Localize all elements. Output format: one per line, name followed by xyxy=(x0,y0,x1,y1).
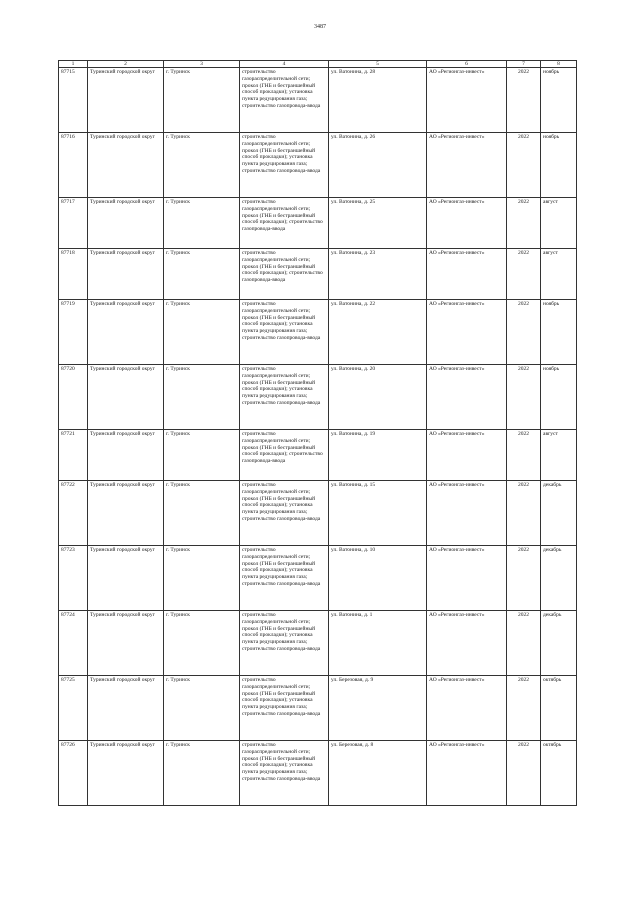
address-cell: ул. Ватонина, д. 10 xyxy=(329,546,427,611)
district-cell: Туринский городской округ xyxy=(88,676,164,741)
locality-cell: г. Туринск xyxy=(164,481,240,546)
table-row xyxy=(59,611,577,676)
locality-cell: г. Туринск xyxy=(164,676,240,741)
district-cell: Туринский городской округ xyxy=(88,198,164,249)
work-description-cell: строительство газораспределительной сети; прокол (ГНБ и бестраншейный способ прокладки); установка пункта редуцирования газа; строительство газопровода-ввода xyxy=(240,365,329,430)
row-number-cell: 87718 xyxy=(59,249,88,300)
year-cell: 2022 xyxy=(507,611,541,676)
table-row xyxy=(59,133,577,198)
table-row xyxy=(59,198,577,249)
table-body xyxy=(59,61,577,806)
address-cell: ул. Ватонина, д. 15 xyxy=(329,481,427,546)
table-row xyxy=(59,365,577,430)
organization-cell: АО «Регионгаз-инвест» xyxy=(427,481,507,546)
month-cell: август xyxy=(541,430,577,481)
year-cell: 2022 xyxy=(507,741,541,806)
district-cell: Туринский городской округ xyxy=(88,546,164,611)
district-cell: Туринский городской округ xyxy=(88,741,164,806)
year-cell: 2022 xyxy=(507,546,541,611)
address-cell: ул. Ватонина, д. 22 xyxy=(329,300,427,365)
year-cell: 2022 xyxy=(507,300,541,365)
district-cell: Туринский городской округ xyxy=(88,430,164,481)
year-cell: 2022 xyxy=(507,481,541,546)
year-cell: 2022 xyxy=(507,365,541,430)
address-cell: ул. Ватонина, д. 1 xyxy=(329,611,427,676)
column-index: 6 xyxy=(427,61,507,68)
table-row xyxy=(59,68,577,133)
work-description-cell: строительство газораспределительной сети; прокол (ГНБ и бестраншейный способ прокладки); установка пункта редуцирования газа; строительство газопровода-ввода xyxy=(240,741,329,806)
organization-cell: АО «Регионгаз-инвест» xyxy=(427,133,507,198)
year-cell: 2022 xyxy=(507,68,541,133)
month-cell: август xyxy=(541,249,577,300)
work-description-cell: строительство газораспределительной сети; прокол (ГНБ и бестраншейный способ прокладки); строительство газопровода-ввода xyxy=(240,430,329,481)
address-cell: ул. Ватонина, д. 19 xyxy=(329,430,427,481)
locality-cell: г. Туринск xyxy=(164,741,240,806)
locality-cell: г. Туринск xyxy=(164,611,240,676)
column-index: 1 xyxy=(59,61,88,68)
row-number-cell: 87725 xyxy=(59,676,88,741)
month-cell: декабрь xyxy=(541,611,577,676)
year-cell: 2022 xyxy=(507,133,541,198)
organization-cell: АО «Регионгаз-инвест» xyxy=(427,300,507,365)
row-number-cell: 87720 xyxy=(59,365,88,430)
address-cell: ул. Березовая, д. 9 xyxy=(329,676,427,741)
table-row xyxy=(59,741,577,806)
organization-cell: АО «Регионгаз-инвест» xyxy=(427,546,507,611)
work-description-cell: строительство газораспределительной сети; прокол (ГНБ и бестраншейный способ прокладки); установка пункта редуцирования газа; строительство газопровода-ввода xyxy=(240,481,329,546)
organization-cell: АО «Регионгаз-инвест» xyxy=(427,365,507,430)
month-cell: ноябрь xyxy=(541,68,577,133)
work-description-cell: строительство газораспределительной сети; прокол (ГНБ и бестраншейный способ прокладки); установка пункта редуцирования газа; строительство газопровода-ввода xyxy=(240,611,329,676)
column-index: 5 xyxy=(329,61,427,68)
row-number-cell: 87723 xyxy=(59,546,88,611)
year-cell: 2022 xyxy=(507,430,541,481)
organization-cell: АО «Регионгаз-инвест» xyxy=(427,430,507,481)
row-number-cell: 87724 xyxy=(59,611,88,676)
column-index: 3 xyxy=(164,61,240,68)
table-row xyxy=(59,249,577,300)
table-row xyxy=(59,481,577,546)
column-index: 4 xyxy=(240,61,329,68)
locality-cell: г. Туринск xyxy=(164,68,240,133)
work-description-cell: строительство газораспределительной сети; прокол (ГНБ и бестраншейный способ прокладки); установка пункта редуцирования газа; строительство газопровода-ввода xyxy=(240,300,329,365)
month-cell: ноябрь xyxy=(541,365,577,430)
row-number-cell: 87717 xyxy=(59,198,88,249)
gas-works-table xyxy=(58,60,577,806)
row-number-cell: 87726 xyxy=(59,741,88,806)
locality-cell: г. Туринск xyxy=(164,198,240,249)
district-cell: Туринский городской округ xyxy=(88,133,164,198)
work-description-cell: строительство газораспределительной сети; прокол (ГНБ и бестраншейный способ прокладки); строительство газопровода-ввода xyxy=(240,198,329,249)
address-cell: ул. Ватонина, д. 23 xyxy=(329,249,427,300)
locality-cell: г. Туринск xyxy=(164,546,240,611)
year-cell: 2022 xyxy=(507,198,541,249)
locality-cell: г. Туринск xyxy=(164,249,240,300)
month-cell: декабрь xyxy=(541,481,577,546)
work-description-cell: строительство газораспределительной сети; прокол (ГНБ и бестраншейный способ прокладки); установка пункта редуцирования газа; строительство газопровода-ввода xyxy=(240,676,329,741)
month-cell: август xyxy=(541,198,577,249)
table-row xyxy=(59,676,577,741)
address-cell: ул. Ватонина, д. 28 xyxy=(329,68,427,133)
work-description-cell: строительство газораспределительной сети; прокол (ГНБ и бестраншейный способ прокладки); установка пункта редуцирования газа; строительство газопровода-ввода xyxy=(240,133,329,198)
work-description-cell: строительство газораспределительной сети; прокол (ГНБ и бестраншейный способ прокладки); установка пункта редуцирования газа; строительство газопровода-ввода xyxy=(240,546,329,611)
table-row xyxy=(59,430,577,481)
district-cell: Туринский городской округ xyxy=(88,365,164,430)
column-index: 8 xyxy=(541,61,577,68)
column-index: 7 xyxy=(507,61,541,68)
page-number: 3487 xyxy=(314,24,326,30)
locality-cell: г. Туринск xyxy=(164,365,240,430)
address-cell: ул. Ватонина, д. 20 xyxy=(329,365,427,430)
organization-cell: АО «Регионгаз-инвест» xyxy=(427,611,507,676)
year-cell: 2022 xyxy=(507,676,541,741)
address-cell: ул. Ватонина, д. 25 xyxy=(329,198,427,249)
month-cell: ноябрь xyxy=(541,133,577,198)
district-cell: Туринский городской округ xyxy=(88,300,164,365)
locality-cell: г. Туринск xyxy=(164,133,240,198)
month-cell: декабрь xyxy=(541,546,577,611)
column-index-row xyxy=(59,61,577,68)
table-row xyxy=(59,300,577,365)
district-cell: Туринский городской округ xyxy=(88,611,164,676)
address-cell: ул. Березовая, д. 8 xyxy=(329,741,427,806)
row-number-cell: 87719 xyxy=(59,300,88,365)
work-description-cell: строительство газораспределительной сети; прокол (ГНБ и бестраншейный способ прокладки); установка пункта редуцирования газа; строительство газопровода-ввода xyxy=(240,68,329,133)
row-number-cell: 87722 xyxy=(59,481,88,546)
address-cell: ул. Ватонина, д. 26 xyxy=(329,133,427,198)
organization-cell: АО «Регионгаз-инвест» xyxy=(427,741,507,806)
organization-cell: АО «Регионгаз-инвест» xyxy=(427,249,507,300)
locality-cell: г. Туринск xyxy=(164,300,240,365)
table-row xyxy=(59,546,577,611)
locality-cell: г. Туринск xyxy=(164,430,240,481)
work-description-cell: строительство газораспределительной сети; прокол (ГНБ и бестраншейный способ прокладки); строительство газопровода-ввода xyxy=(240,249,329,300)
district-cell: Туринский городской округ xyxy=(88,249,164,300)
year-cell: 2022 xyxy=(507,249,541,300)
row-number-cell: 87715 xyxy=(59,68,88,133)
district-cell: Туринский городской округ xyxy=(88,68,164,133)
month-cell: октябрь xyxy=(541,741,577,806)
column-index: 2 xyxy=(88,61,164,68)
row-number-cell: 87716 xyxy=(59,133,88,198)
month-cell: ноябрь xyxy=(541,300,577,365)
organization-cell: АО «Регионгаз-инвест» xyxy=(427,198,507,249)
month-cell: октябрь xyxy=(541,676,577,741)
organization-cell: АО «Регионгаз-инвест» xyxy=(427,68,507,133)
district-cell: Туринский городской округ xyxy=(88,481,164,546)
organization-cell: АО «Регионгаз-инвест» xyxy=(427,676,507,741)
row-number-cell: 87721 xyxy=(59,430,88,481)
